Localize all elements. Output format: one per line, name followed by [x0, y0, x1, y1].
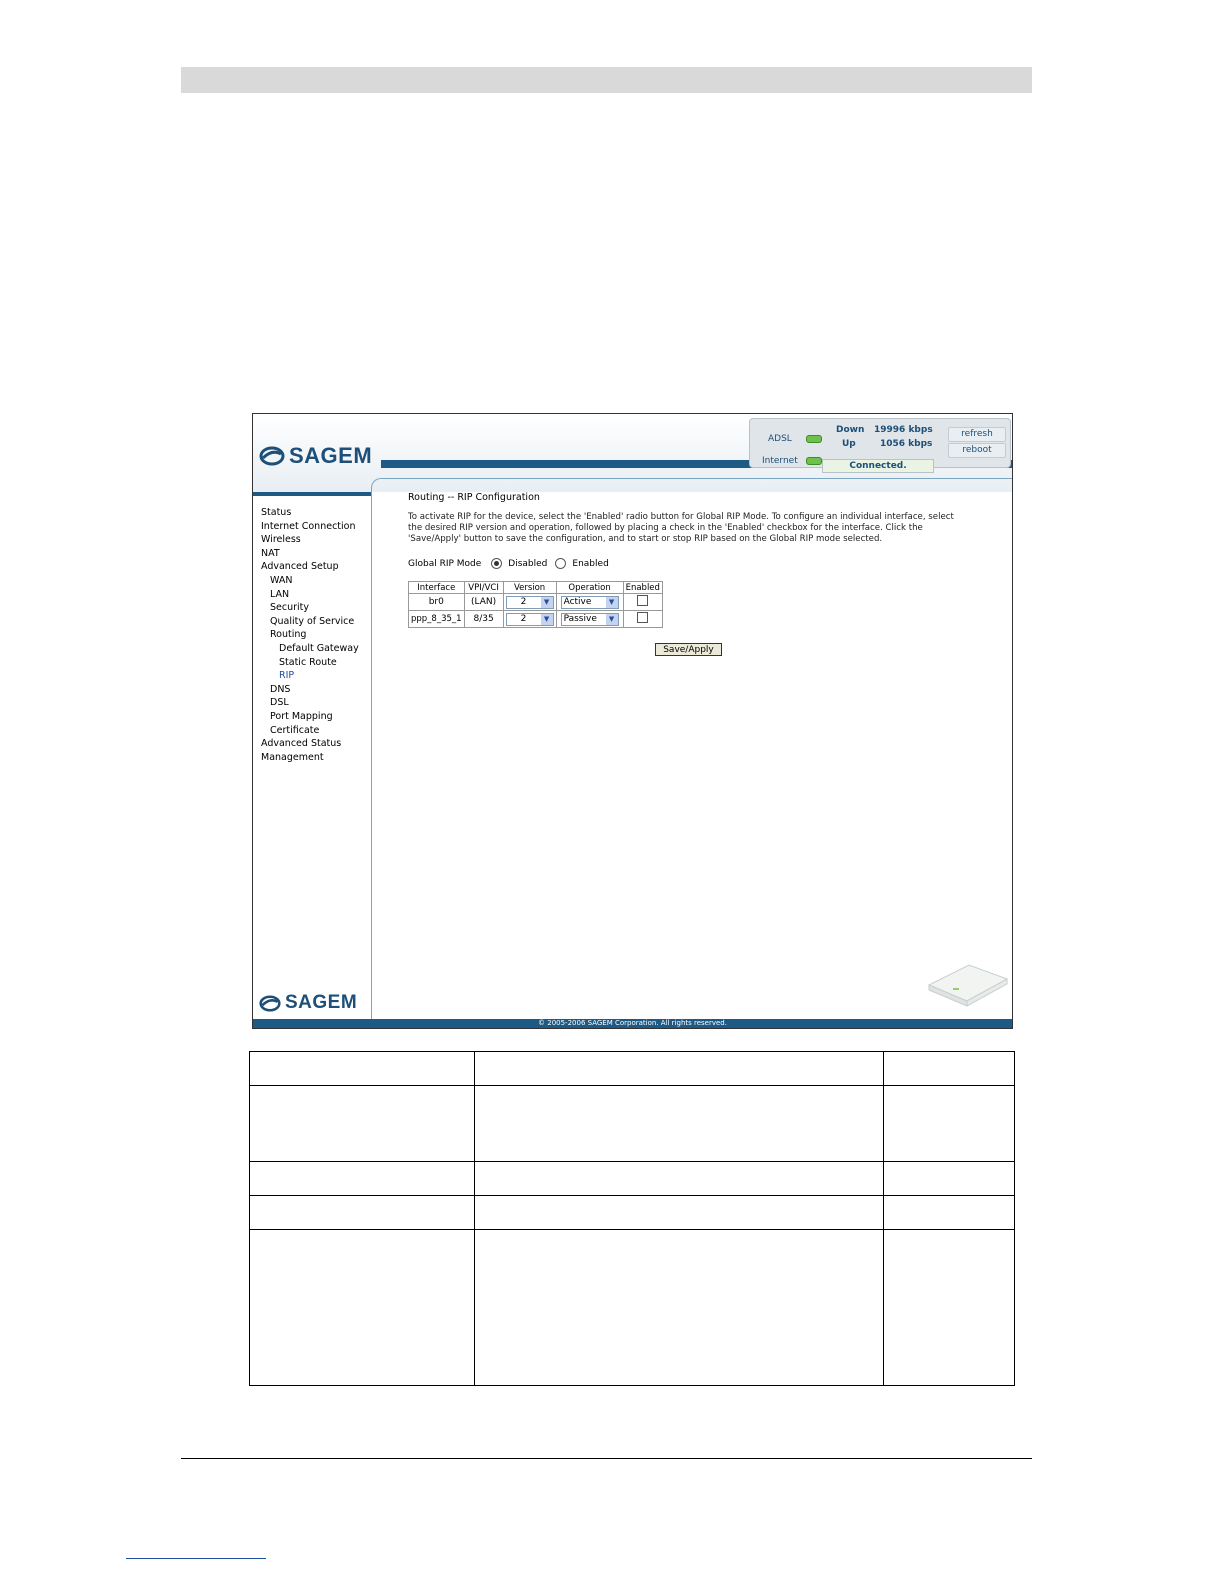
sidebar-nav — [261, 506, 359, 764]
operation-select[interactable]: Active ▼ — [561, 596, 619, 609]
sidebar-item-certificate[interactable]: Certificate — [270, 724, 320, 736]
mode-enabled-radio[interactable] — [555, 558, 566, 569]
sagem-swirl-icon — [259, 994, 281, 1013]
mode-enabled-label: Enabled — [572, 558, 609, 569]
brand-name: SAGEM — [289, 443, 373, 468]
internet-led-icon — [806, 457, 822, 465]
page-description: To activate RIP for the device, select the 'Enabled' radio button for Global RIP Mode. To configure an individual interface, select the desired RIP version and operation, followed by placing a check in the 'Enabled' checkbox for the interface. Click the 'Save/Apply' button to save the configuration, and to start or stop RIP based on the Global RIP mode selected. — [408, 512, 954, 544]
sidebar-item-nat[interactable]: NAT — [261, 547, 280, 559]
mode-disabled-radio[interactable] — [491, 558, 502, 569]
document-header-bar — [181, 67, 1032, 93]
status-panel — [749, 418, 1011, 471]
table-row — [409, 594, 663, 611]
chevron-down-icon: ▼ — [606, 614, 618, 625]
connection-status: Connected. — [822, 459, 934, 473]
refresh-button[interactable]: refresh — [948, 427, 1006, 442]
col-vpi-vci: VPI/VCI — [464, 582, 503, 594]
sidebar-item-advanced-status[interactable]: Advanced Status — [261, 738, 342, 750]
sidebar — [253, 492, 372, 1020]
footer-rule — [181, 1458, 1032, 1459]
footer-link-underline — [126, 1558, 266, 1559]
sidebar-item-rip[interactable]: RIP — [279, 670, 295, 682]
col-version: Version — [503, 582, 556, 594]
row-interface: ppp_8_35_1 — [409, 611, 465, 628]
adsl-led-icon — [806, 435, 822, 443]
down-label: Down — [836, 425, 865, 435]
table-row — [250, 1052, 1015, 1086]
reboot-button[interactable]: reboot — [948, 443, 1006, 458]
sidebar-item-routing[interactable]: Routing — [270, 629, 307, 641]
version-select[interactable]: 2 ▼ — [506, 596, 554, 609]
sidebar-item-status[interactable]: Status — [261, 507, 292, 518]
sagem-swirl-icon — [259, 445, 285, 467]
mode-disabled-label: Disabled — [508, 558, 548, 569]
router-device-image — [923, 959, 1009, 1007]
enabled-checkbox[interactable] — [637, 595, 648, 606]
row-vpi-vci: 8/35 — [464, 611, 503, 628]
chevron-down-icon: ▼ — [541, 597, 553, 608]
table-row — [250, 1196, 1015, 1230]
page-title: Routing -- RIP Configuration — [408, 492, 540, 503]
sidebar-brand-logo — [259, 992, 357, 1014]
col-enabled: Enabled — [623, 582, 662, 594]
chevron-down-icon: ▼ — [541, 614, 553, 625]
operation-select[interactable]: Passive ▼ — [561, 613, 619, 626]
version-select[interactable]: 2 ▼ — [506, 613, 554, 626]
up-rate: 1056 kbps — [880, 439, 933, 449]
up-label: Up — [842, 439, 856, 449]
sidebar-item-dsl[interactable]: DSL — [270, 697, 289, 709]
sidebar-item-management[interactable]: Management — [261, 751, 324, 763]
sidebar-item-default-gateway[interactable]: Default Gateway — [279, 642, 359, 654]
global-rip-mode — [408, 558, 609, 569]
row-vpi-vci: (LAN) — [464, 594, 503, 611]
sidebar-item-dns[interactable]: DNS — [270, 683, 291, 695]
sidebar-item-internet-connection[interactable]: Internet Connection — [261, 520, 356, 532]
table-row — [250, 1162, 1015, 1196]
sidebar-item-lan[interactable]: LAN — [270, 588, 290, 600]
enabled-checkbox[interactable] — [637, 612, 648, 623]
sidebar-item-advanced-setup[interactable]: Advanced Setup — [261, 561, 339, 573]
sidebar-item-quality-of-service[interactable]: Quality of Service — [270, 615, 355, 627]
sidebar-item-wan[interactable]: WAN — [270, 574, 293, 586]
table-row — [250, 1230, 1015, 1386]
sidebar-item-static-route[interactable]: Static Route — [279, 656, 337, 668]
adsl-label: ADSL — [768, 434, 792, 444]
global-rip-mode-label: Global RIP Mode — [408, 558, 482, 569]
router-admin-screenshot — [252, 413, 1013, 1029]
internet-label: Internet — [762, 456, 798, 466]
table-header-row — [409, 582, 663, 594]
sidebar-item-wireless[interactable]: Wireless — [261, 534, 301, 546]
content-frame — [371, 478, 1013, 493]
table-row — [409, 611, 663, 628]
chevron-down-icon: ▼ — [606, 597, 618, 608]
row-interface: br0 — [409, 594, 465, 611]
col-operation: Operation — [556, 582, 623, 594]
sidebar-top-bar — [253, 492, 371, 496]
brand-logo — [259, 442, 372, 470]
rip-interface-table — [408, 581, 663, 628]
down-rate: 19996 kbps — [874, 425, 933, 435]
sidebar-brand-name: SAGEM — [285, 992, 358, 1013]
sidebar-item-security[interactable]: Security — [270, 602, 310, 614]
col-interface: Interface — [409, 582, 465, 594]
page-footer: © 2005-2006 SAGEM Corporation. All rights reserved. — [253, 1019, 1012, 1028]
document-table — [249, 1051, 1015, 1386]
save-apply-button[interactable]: Save/Apply — [655, 643, 722, 656]
sidebar-item-port-mapping[interactable]: Port Mapping — [270, 710, 333, 722]
table-row — [250, 1086, 1015, 1162]
